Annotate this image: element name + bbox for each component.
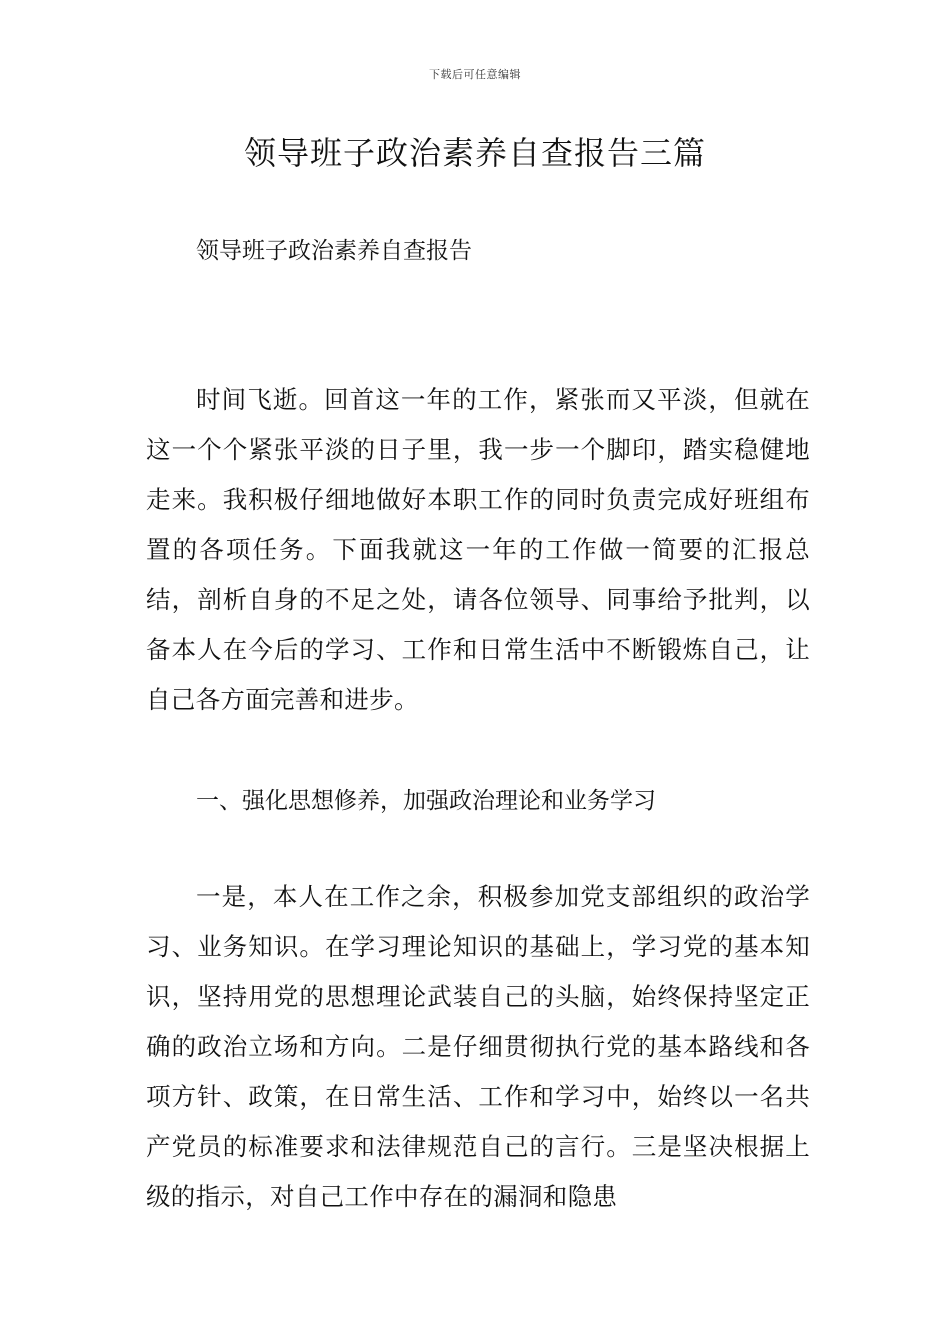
document-title: 领导班子政治素养自查报告三篇 <box>243 134 706 172</box>
document-subtitle: 领导班子政治素养自查报告 <box>196 238 472 264</box>
body-paragraph-section-one: 一是，本人在工作之余，积极参加党支部组织的政治学习、业务知识。在学习理论知识的基础上，学习党的基本知识，坚持用党的思想理论武装自己的头脑，始终保持坚定正确的政治立场和方向。二是仔细贯彻执行党的基本路线和各项方针、政策，在日常生活、工作和学习中，始终以一名共产党员的标准要求和法律规范自己的言行。三是坚决根据上级的指示，对自己工作中存在的漏洞和隐患 <box>146 882 810 1211</box>
header-note: 下载后可任意编辑 <box>429 68 521 81</box>
section-heading: 一、强化思想修养，加强政治理论和业务学习 <box>196 788 656 814</box>
body-paragraph-intro: 时间飞逝。回首这一年的工作，紧张而又平淡，但就在这一个个紧张平淡的日子里，我一步一个脚印，踏实稳健地走来。我积极仔细地做好本职工作的同时负责完成好班组布置的各项任务。下面我就这一年的工作做一简要的汇报总结，剖析自身的不足之处，请各位领导、同事给予批判，以备本人在今后的学习、工作和日常生活中不断锻炼自己，让自己各方面完善和进步。 <box>146 385 810 714</box>
